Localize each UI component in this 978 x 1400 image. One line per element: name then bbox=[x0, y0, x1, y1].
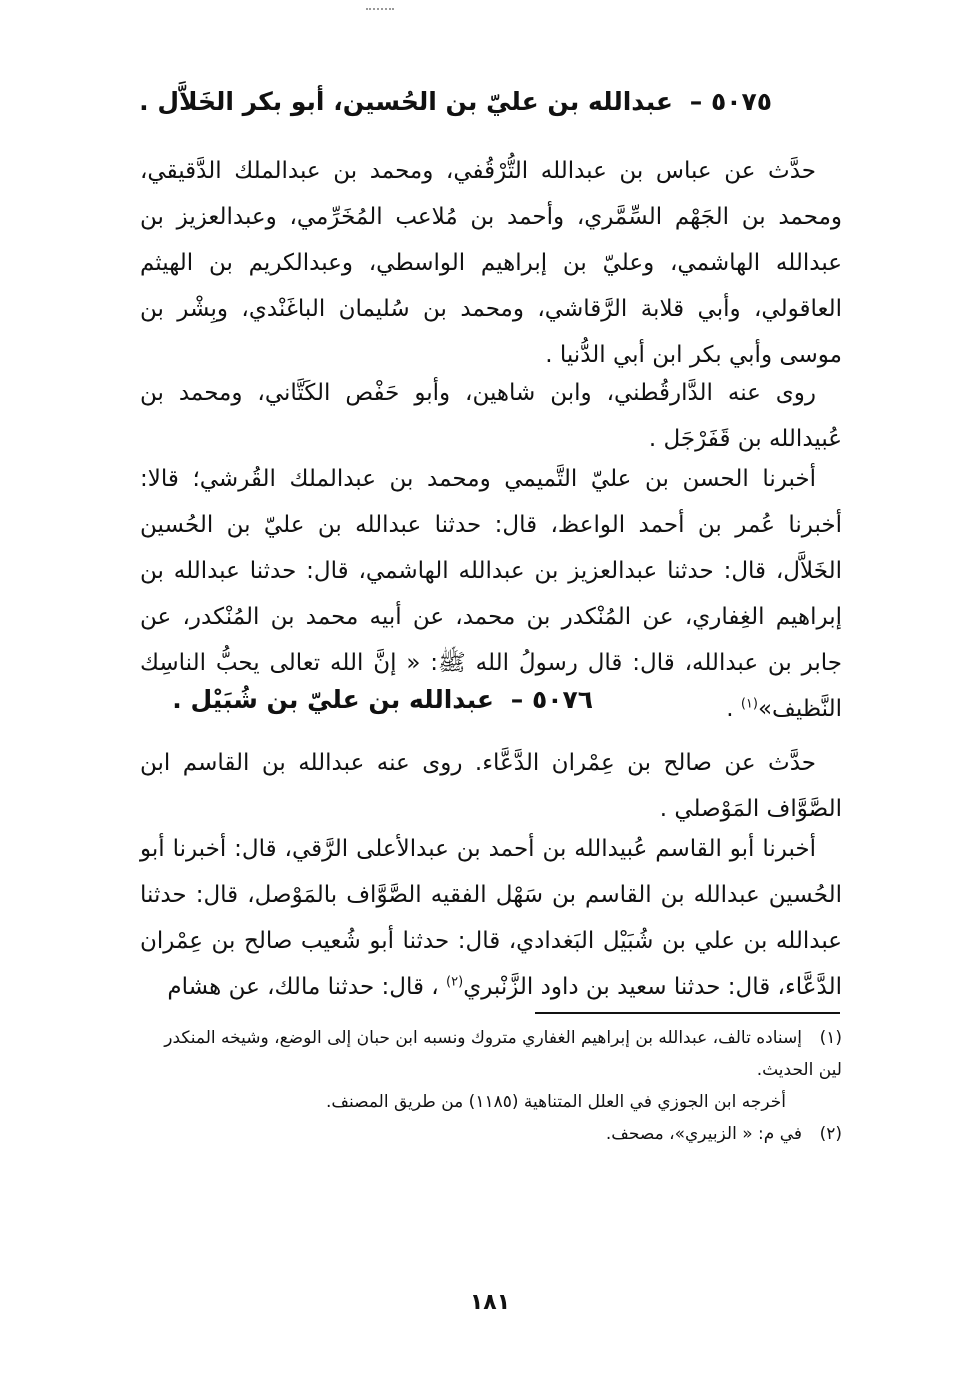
entry-number: ٥٠٧٥ – bbox=[689, 87, 772, 116]
footnote-text: إسناده تالف، عبدالله بن إبراهيم الغفاري متروك ونسبه ابن حبان إلى الوضع، وشيخه المنكدر لين الحديث. bbox=[164, 1028, 842, 1080]
entry-heading-5075 bbox=[139, 82, 772, 122]
footnotes bbox=[140, 1022, 842, 1150]
paragraph-text: حدَّث عن صالح بن عِمْران الدَّعَّاء. روى عنه عبدالله بن القاسم ابن الصَّوَّاف المَوْصلي . bbox=[140, 750, 842, 822]
entry-title: عبدالله بن عليّ بن شُبَيْل . bbox=[172, 685, 495, 714]
entry-paragraph bbox=[140, 370, 842, 462]
footnote-separator bbox=[535, 1012, 840, 1014]
paragraph-tail: . bbox=[726, 696, 741, 722]
page-number: ١٨١ bbox=[469, 1290, 511, 1315]
footnote-text: في م: « الزبيري»، مصحف. bbox=[605, 1124, 802, 1144]
paragraph-text: أخبرنا أبو القاسم عُبيدالله بن أحمد بن عبدالأعلى الرَّقي، قال: أخبرنا أبو الحُسين عبدالله بن القاسم بن سَهْل الفقيه الصَّوَّاف بالمَوْصل، قال: حدثنا عبدالله بن علي بن شُبَيْل البَغدادي، قال: حدثنا أبو شُعيب صالح بن عِمْران الدَّعَّاء، قال: حدثنا سعيد بن داود الزَّنْبري bbox=[140, 836, 842, 1000]
footnote-number: (٢) bbox=[819, 1124, 842, 1144]
paragraph-tail: ، قال: حدثنا مالك، عن هشام bbox=[167, 974, 447, 1000]
entry-paragraph bbox=[140, 148, 842, 378]
paragraph-text: حدَّث عن عباس بن عبدالله التُّرْقُفي، ومحمد بن عبدالملك الدَّقيقي، ومحمد بن الجَهْم السِّمَّري، وأحمد بن مُلاعب المُخَرِّمي، وعبدالعزيز بن عبدالله الهاشمي، وعليّ بن إبراهيم الواسطي، وعبدالكريم بن الهيثم العاقولي، وأبي قلابة الرَّقاشي، ومحمد بن سُليمان الباغَنْدي، وبِشْر بن موسى وأبي بكر ابن أبي الدُّنيا . bbox=[140, 158, 842, 368]
top-margin-mark bbox=[366, 0, 394, 10]
entry-heading-5076 bbox=[172, 680, 593, 720]
footnote bbox=[140, 1022, 842, 1118]
footnote-note: أخرجه ابن الجوزي في العلل المتناهية (١١٨٥) من طريق المصنف. bbox=[325, 1092, 786, 1112]
entry-paragraph bbox=[140, 740, 842, 832]
entry-number: ٥٠٧٦ – bbox=[510, 685, 593, 714]
paragraph-text: أخبرنا الحسن بن عليّ التَّميمي ومحمد بن عبدالملك القُرشي؛ قالا: أخبرنا عُمر بن أحمد الواعظ، قال: حدثنا عبدالله بن عليّ بن الحُسين الخَلاَّل، قال: حدثنا عبدالعزيز بن عبدالله الهاشمي، قال: حدثنا عبدالله بن إبراهيم الغِفاري، عن المُنْكدر بن محمد، عن أبيه محمد بن المُنْكدر، عن جابر بن عبدالله، قال: قال رسولُ الله ﷺ: « إنَّ الله تعالى يحبُّ الناسِك النَّظيف» bbox=[140, 466, 842, 722]
footnote bbox=[140, 1118, 842, 1150]
footnote-reference[interactable]: (١) bbox=[740, 696, 758, 712]
footnote-number: (١) bbox=[819, 1028, 842, 1048]
paragraph-text: روى عنه الدَّارقُطني، وابن شاهين، وأبو حَفْص الكَتَّاني، ومحمد بن عُبيدالله بن قَفَرْجَل . bbox=[140, 380, 842, 452]
footnote-reference[interactable]: (٢) bbox=[446, 974, 464, 990]
entry-title: عبدالله بن عليّ بن الحُسين، أبو بكر الخَلاَّل . bbox=[139, 87, 674, 116]
entry-paragraph bbox=[140, 826, 842, 1010]
